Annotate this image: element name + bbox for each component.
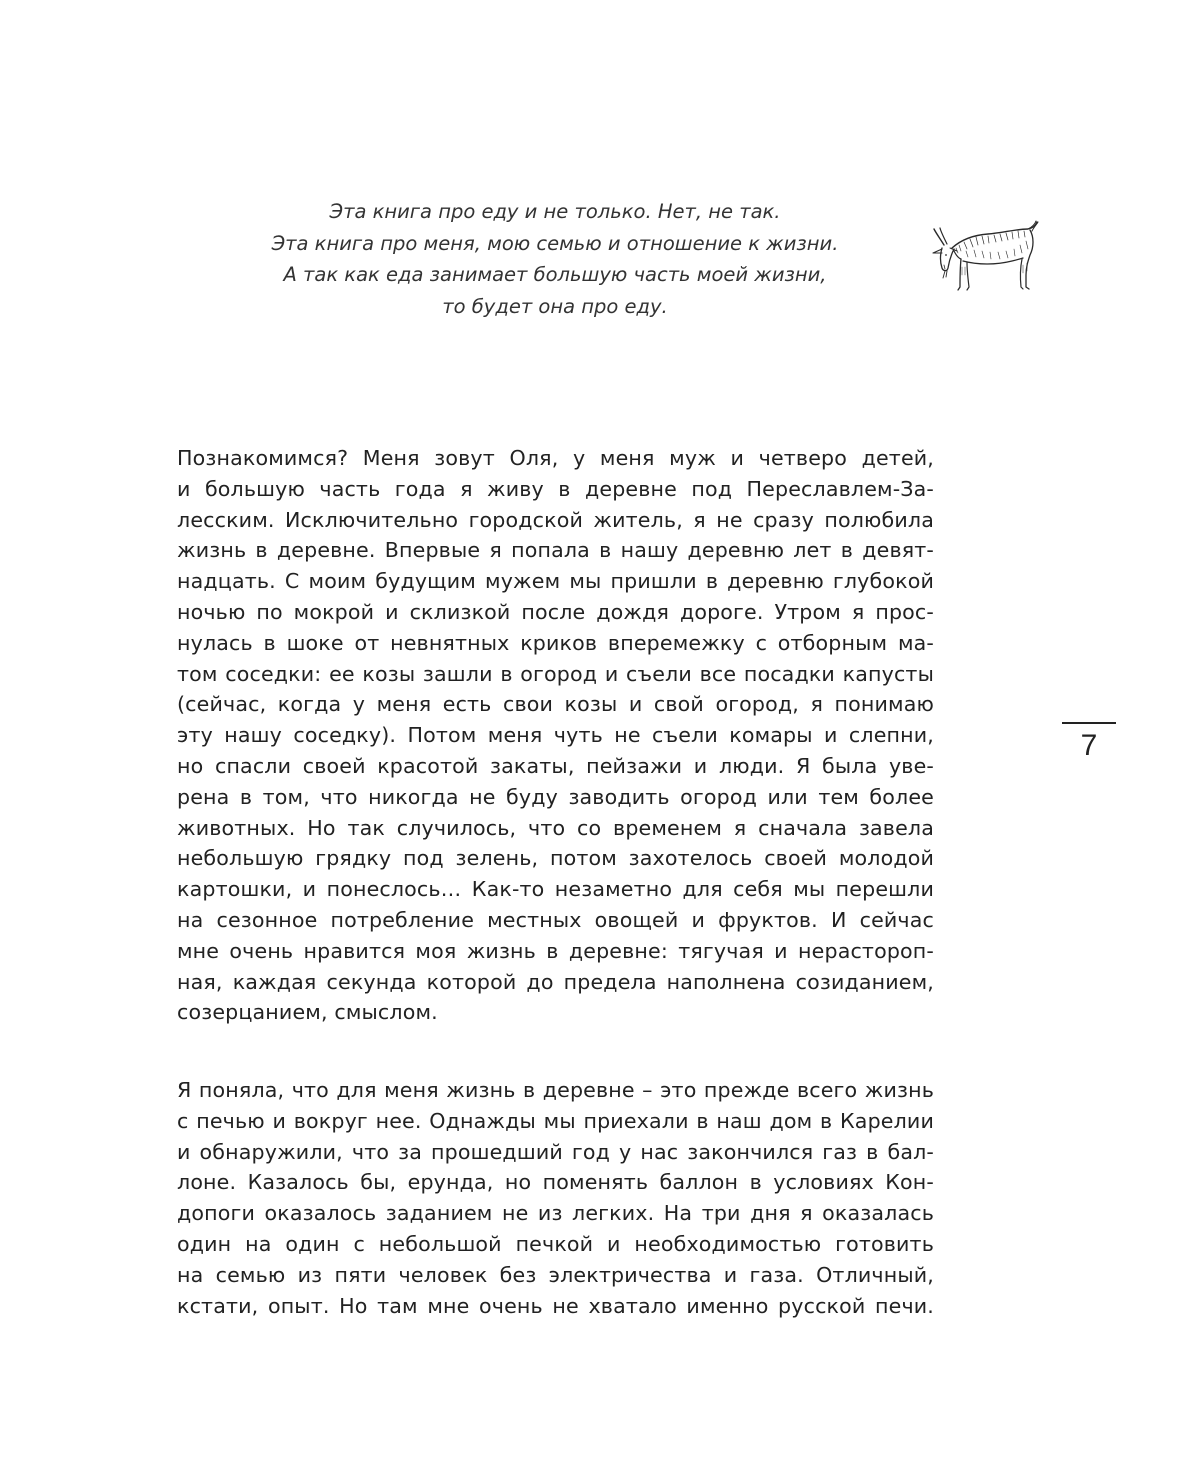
paragraph-1 (177, 443, 934, 1028)
epigraph (200, 196, 910, 322)
page-number: 7 (1080, 729, 1098, 762)
text-line: (сейчас, когда у меня есть свои козы и свой огород, я понимаю (177, 692, 934, 717)
text-line: ночью по мокрой и склизкой после дождя дороге. Утром я прос- (177, 599, 934, 624)
text-line: эту нашу соседку). Потом меня чуть не съели комары и слепни, (177, 723, 934, 748)
text-line: небольшую грядку под зелень, потом захотелось своей молодой (177, 846, 934, 871)
text-line: и обнаружили, что за прошедший год у нас закончился газ в бал- (177, 1139, 934, 1164)
text-line: Я поняла, что для меня жизнь в деревне – это прежде всего жизнь (177, 1078, 934, 1102)
text-line: на сезонное потребление местных овощей и фруктов. И сейчас (177, 907, 934, 932)
epigraph-line: Эта книга про меня, мою семью и отношение к жизни. (271, 231, 839, 255)
text-line: один на один с небольшой печкой и необходимостью готовить (177, 1231, 934, 1256)
epigraph-line: Эта книга про еду и не только. Нет, не так. (329, 200, 781, 223)
text-line: Познакомимся? Меня зовут Оля, у меня муж и четверо детей, (177, 446, 934, 470)
text-line: жизнь в деревне. Впервые я попала в нашу деревню лет в девят- (177, 538, 934, 563)
page-number-rule (1062, 722, 1116, 724)
text-line: лоне. Казалось бы, ерунда, но поменять баллон в условиях Кон- (177, 1170, 934, 1195)
paragraph-2 (177, 1075, 934, 1321)
text-line: картошки, и понеслось… Как-то незаметно для себя мы перешли (177, 877, 934, 902)
text-line: с печью и вокруг нее. Однажды мы приехали в наш дом в Карелии (177, 1108, 934, 1133)
epigraph-line: А так как еда занимает большую часть моей жизни, (283, 263, 827, 286)
text-line: лесским. Исключительно городской житель, я не сразу полюбила (177, 507, 934, 532)
text-line: том соседки: ее козы зашли в огород и съели все посадки капусты (177, 661, 934, 686)
text-line: на семью из пяти человек без электричества и газа. Отличный, (177, 1262, 934, 1287)
text-line: мне очень нравится моя жизнь в деревне: тягучая и нерастороп- (177, 938, 934, 963)
text-line: и большую часть года я живу в деревне под Переславлем-За- (177, 476, 934, 501)
text-line: созерцанием, смыслом. (177, 1000, 438, 1025)
goat-icon (930, 215, 1042, 297)
text-line: нулась в шоке от невнятных криков вперемежку с отборным ма- (177, 630, 934, 655)
text-line: допоги оказалось заданием не из легких. На три дня я оказалась (177, 1201, 934, 1226)
text-line: но спасли своей красотой закаты, пейзажи и люди. Я была уве- (177, 753, 934, 778)
text-line: рена в том, что никогда не буду заводить огород или тем более (177, 784, 934, 809)
text-line: ная, каждая секунда которой до предела наполнена созиданием, (177, 969, 934, 994)
epigraph-line: то будет она про еду. (442, 294, 668, 318)
text-line: кстати, опыт. Но там мне очень не хватало именно русской печи. (177, 1293, 934, 1318)
text-line: животных. Но так случилось, что со временем я сначала завела (177, 815, 934, 840)
text-line: надцать. С моим будущим мужем мы пришли в деревню глубокой (177, 569, 934, 594)
